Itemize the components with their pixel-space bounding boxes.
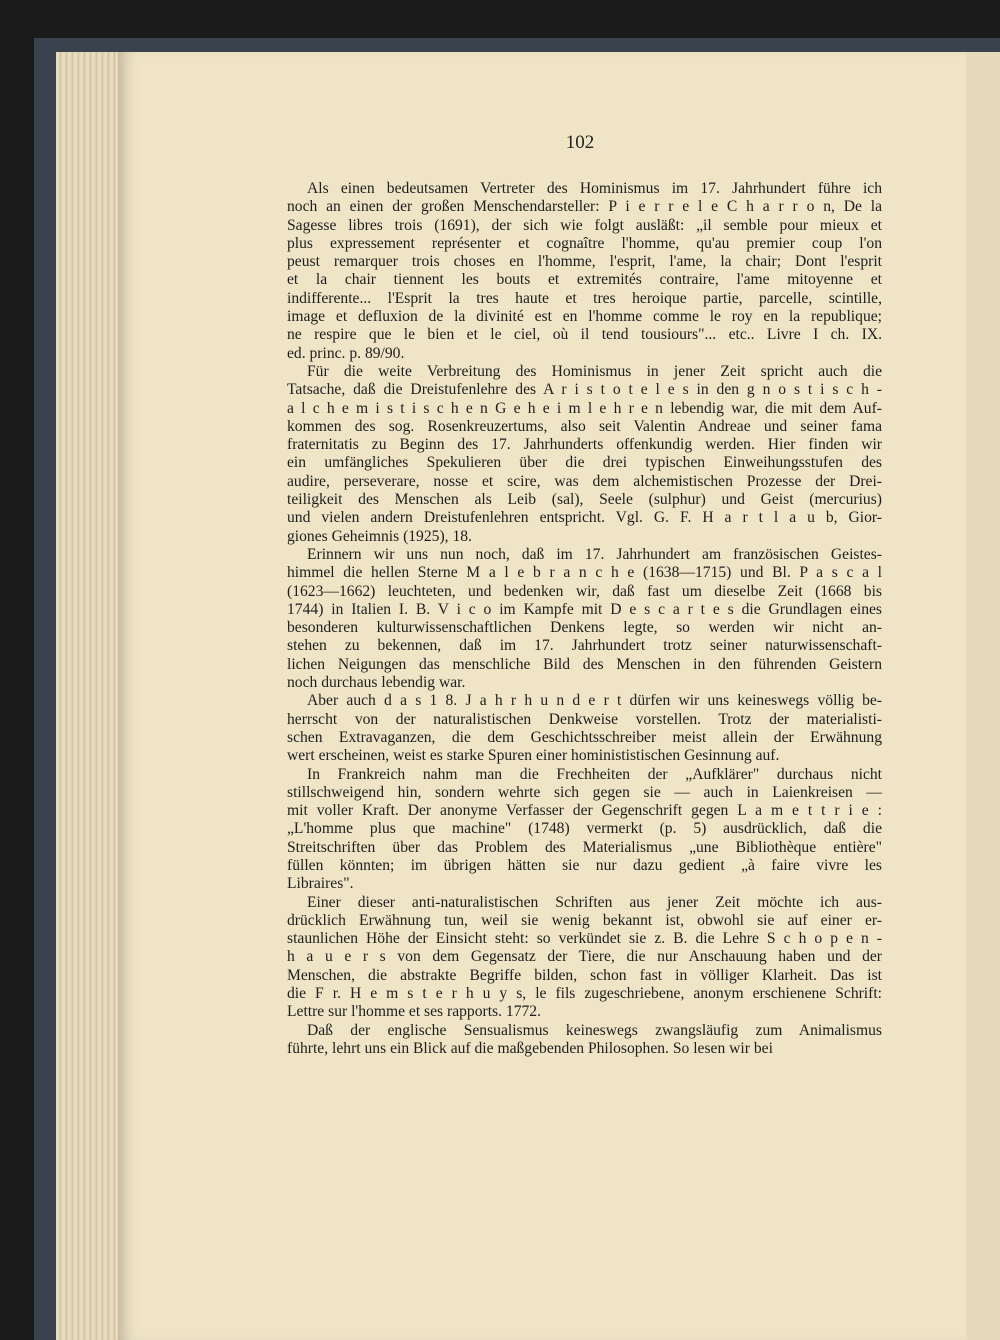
text-line: Sagesse libres trois (1691), der sich wie folgt ausläßt: „il semble pour mieux et bbox=[287, 216, 882, 234]
paragraph bbox=[287, 363, 882, 546]
text-line: Erinnern wir uns nun noch, daß im 17. Jahrhundert am französischen Geistes- bbox=[307, 545, 882, 563]
text-line: indifferente... l'Esprit la tres haute et tres heroique partie, parcelle, scintille, bbox=[287, 289, 882, 307]
paragraph bbox=[287, 546, 882, 692]
text-line: füllen könnten; im übrigen hätten sie nur dazu gedient „à faire vivre les bbox=[287, 856, 882, 874]
text-line: audire, perseverare, nosse et scire, was dem alchemistischen Prozesse der Drei- bbox=[287, 472, 882, 490]
text-line: kommen des sog. Rosenkreuzertums, also seit Valentin Andreae und seiner fama bbox=[287, 417, 882, 435]
text-line: staunlichen Höhe der Einsicht steht: so verkündet sie z. B. die Lehre S c h o p e n - bbox=[287, 930, 882, 948]
text-line: noch an einen der großen Menschendarsteller: P i e r r e l e C h a r r o n, De la bbox=[287, 198, 882, 216]
text-line: lichen Neigungen das menschliche Bild des Menschen in den führenden Geistern bbox=[287, 655, 882, 673]
text-line: und vielen andern Dreistufenlehren entspricht. Vgl. G. F. H a r t l a u b, Gior- bbox=[287, 509, 882, 527]
page-number: 102 bbox=[565, 132, 595, 153]
text-line: wert erscheinen, weist es starke Spuren einer hominististischen Gesinnung auf. bbox=[287, 747, 780, 765]
text-line: mit voller Kraft. Der anonyme Verfasser der Gegenschrift gegen L a m e t t r i e : bbox=[287, 802, 882, 820]
text-line: himmel die hellen Sterne M a l e b r a n c h e (1638—1715) und Bl. P a s c a l bbox=[287, 564, 882, 582]
text-line: et la chair tiennent les bouts et extremités contraire, l'ame mitoyenne et bbox=[287, 271, 882, 289]
text-line: teiligkeit des Menschen als Leib (sal), Seele (sulphur) und Geist (mercurius) bbox=[287, 491, 882, 509]
text-line: (1623—1662) leuchteten, und bedenken wir, daß fast um dieselbe Zeit (1668 bis bbox=[287, 582, 882, 600]
text-line: giones Geheimnis (1925), 18. bbox=[287, 527, 472, 545]
text-line: peust remarquer trois choses en l'homme, l'esprit, l'ame, la chair; Dont l'esprit bbox=[287, 253, 882, 271]
paragraph bbox=[287, 1022, 882, 1059]
text-line: Aber auch d a s 1 8. J a h r h u n d e r t dürfen wir uns keineswegs völlig be- bbox=[307, 692, 882, 710]
text-line: Tatsache, daß die Dreistufenlehre des A r i s t o t e l e s in den g n o s t i s c h - bbox=[287, 381, 882, 399]
text-line: image et defluxion de la divinité est en l'homme comme le roy en la republique; bbox=[287, 308, 882, 326]
text-line: Lettre sur l'homme et ses rapports. 1772. bbox=[287, 1003, 541, 1021]
paragraph bbox=[287, 894, 882, 1022]
text-line: ed. princ. p. 89/90. bbox=[287, 344, 405, 362]
text-line: plus expressement représenter et cognaître l'homme, qu'au premier coup l'on bbox=[287, 234, 882, 252]
text-line: „L'homme plus que machine" (1748) vermerkt (p. 5) ausdrücklich, daß die bbox=[287, 820, 882, 838]
text-line: führte, lehrt uns ein Blick auf die maßgebenden Philosophen. So lesen wir bei bbox=[287, 1039, 773, 1057]
text-line: Streitschriften über das Problem des Materialismus „une Bibliothèque entière" bbox=[287, 838, 882, 856]
text-line: In Frankreich nahm man die Frechheiten der „Aufklärer" durchaus nicht bbox=[307, 765, 882, 783]
text-line: ein umfängliches Spekulieren über die drei typischen Einweihungsstufen des bbox=[287, 454, 882, 472]
text-line: die F r. H e m s t e r h u y s, le fils zugeschriebene, anonym erschienene Schrift: bbox=[287, 985, 882, 1003]
text-line: 1744) in Italien I. B. V i c o im Kampfe mit D e s c a r t e s die Grundlagen eines bbox=[287, 600, 882, 618]
text-line: Einer dieser anti-naturalistischen Schriften aus jener Zeit möchte ich aus- bbox=[307, 893, 882, 911]
text-line: stehen zu bekennen, daß im 17. Jahrhundert trotz seiner naturwissenschaft- bbox=[287, 637, 882, 655]
body-text bbox=[287, 180, 882, 1058]
text-line: stillschweigend hin, sondern wehrte sich gegen sie — auch in Laienkreisen — bbox=[287, 783, 882, 801]
text-line: herrscht von der naturalistischen Denkweise vorstellen. Trotz der materialisti- bbox=[287, 710, 882, 728]
text-line: h a u e r s von dem Gegensatz der Tiere, die nur Anschauung haben und der bbox=[287, 948, 882, 966]
text-line: Libraires". bbox=[287, 875, 354, 893]
text-line: fraternitatis zu Beginn des 17. Jahrhunderts offenkundig werden. Hier finden wir bbox=[287, 436, 882, 454]
text-line: noch durchaus lebendig war. bbox=[287, 674, 466, 692]
paragraph bbox=[287, 766, 882, 894]
text-line: besonderen kulturwissenschaftlichen Denkens legte, so werden wir nicht an- bbox=[287, 619, 882, 637]
paragraph bbox=[287, 180, 882, 363]
text-line: drücklich Erwähnung tun, weil sie wenig bekannt ist, obwohl sie auf einer er- bbox=[287, 911, 882, 929]
text-line: Menschen, die abstrakte Begriffe bilden, schon fast in völliger Klarheit. Das ist bbox=[287, 966, 882, 984]
text-line: Als einen bedeutsamen Vertreter des Hominismus im 17. Jahrhundert führe ich bbox=[307, 180, 882, 197]
text-line: ne respire que le bien et le ciel, où il tend tousiours"... etc.. Livre I ch. IX. bbox=[287, 326, 882, 344]
text-line: a l c h e m i s t i s c h e n G e h e i m l e h r e n lebendig war, die mit dem Auf- bbox=[287, 399, 882, 417]
text-line: schen Extravaganzen, die dem Geschichtsschreiber meist allein der Erwähnung bbox=[287, 728, 882, 746]
paragraph bbox=[287, 692, 882, 765]
text-line: Für die weite Verbreitung des Hominismus in jener Zeit spricht auch die bbox=[307, 362, 882, 380]
text-line: Daß der englische Sensualismus keineswegs zwangsläufig zum Animalismus bbox=[307, 1021, 882, 1039]
next-page-edge bbox=[966, 52, 1000, 1340]
